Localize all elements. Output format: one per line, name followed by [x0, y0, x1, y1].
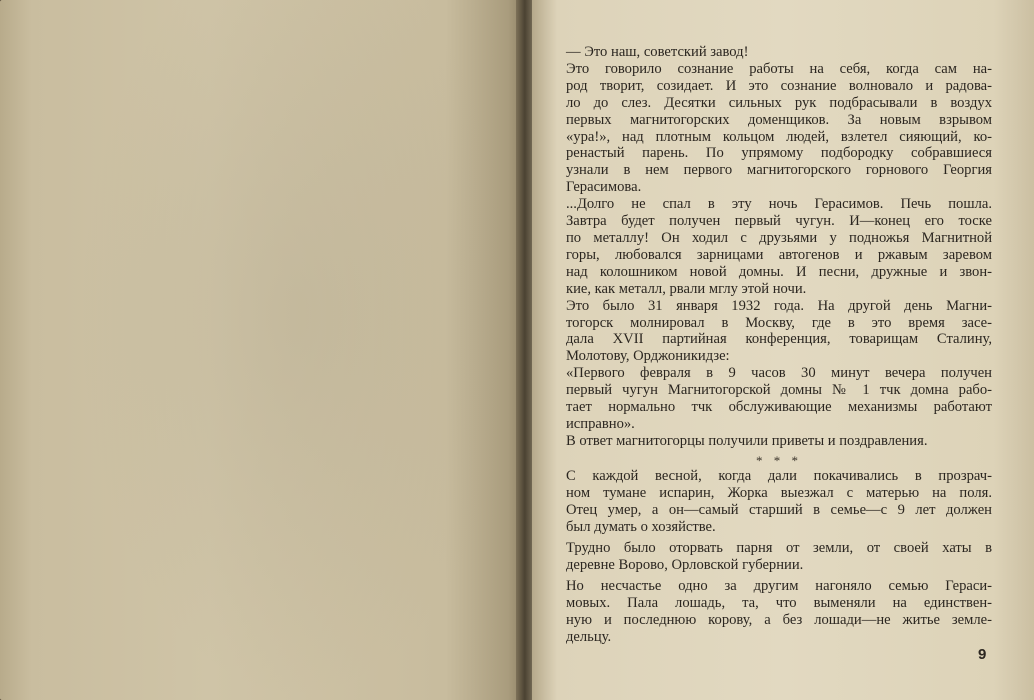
paragraph	[566, 540, 992, 574]
text-line: горы, любовался зарницами автогенов и ржавым заревом	[566, 246, 992, 263]
paragraph	[566, 298, 992, 366]
second-text-block	[566, 468, 992, 650]
paragraph	[566, 433, 992, 450]
main-text-block	[566, 44, 992, 450]
page-number: 9	[978, 646, 987, 663]
text-line: ренастый парень. По упрямому подбородку собравшиеся	[566, 145, 992, 162]
text-line: деревне Ворово, Орловской губернии.	[566, 557, 804, 573]
text-line: Но несчастье одно за другим нагоняло семью Гераси-	[566, 578, 992, 594]
text-line: С каждой весной, когда дали покачивались в прозрач-	[566, 468, 992, 484]
text-line: по металлу! Он ходил с друзьями у подножья Магнитной	[566, 229, 992, 246]
text-line: тогорск молнировал в Москву, где в это время засе-	[566, 314, 992, 331]
text-line: Герасимова.	[566, 179, 642, 196]
text-line: Трудно было оторвать парня от земли, от своей хаты в	[566, 540, 992, 556]
paragraph	[566, 365, 992, 433]
text-line: Это говорило сознание работы на себя, когда сам на-	[566, 60, 992, 77]
text-line: первый чугун Магнитогорской домны № 1 тчк домна рабо-	[566, 382, 992, 399]
text-line: кие, как металл, рвали мглу этой ночи.	[566, 280, 807, 297]
paragraph	[566, 196, 992, 297]
text-line: Отец умер, а он—самый старший в семье—с 9 лет должен	[566, 502, 992, 518]
paragraph	[566, 44, 992, 61]
text-line: мовых. Пала лошадь, та, что выменяли на единствен-	[566, 595, 992, 611]
text-line: ...Долго не спал в эту ночь Герасимов. Печь пошла.	[566, 196, 992, 213]
text-line: Это было 31 января 1932 года. На другой день Магни-	[566, 297, 992, 314]
text-line: над колошником новой домны. И песни, дружные и звон-	[566, 263, 992, 280]
paragraph	[566, 61, 992, 196]
text-line: исправно».	[566, 415, 635, 432]
text-line: Завтра будет получен первый чугун. И—конец его тоске	[566, 213, 992, 230]
text-line: В ответ магнитогорцы получили приветы и поздравления.	[566, 432, 928, 449]
paragraph	[566, 578, 992, 646]
text-line: «ура!», над плотным кольцом людей, взлетел сияющий, ко-	[566, 128, 992, 145]
text-line: — Это наш, советский завод!	[566, 44, 749, 60]
text-line: узнали в нем первого магнитогорского горнового Георгия	[566, 162, 992, 179]
text-line: был думать о хозяйстве.	[566, 519, 716, 535]
text-line: ную и последнюю корову, а без лошади—не житье земле-	[566, 612, 992, 628]
text-line: тает нормально тчк обслуживающие механизмы работают	[566, 399, 992, 416]
text-line: «Первого февраля в 9 часов 30 минут вечера получен	[566, 365, 992, 382]
text-line: Молотову, Орджоникидзе:	[566, 348, 730, 365]
paragraph	[566, 468, 992, 536]
section-separator: * * *	[756, 453, 802, 468]
text-line: род творит, созидает. И это сознание волновало и радова-	[566, 77, 992, 94]
text-line: ном тумане испарин, Жорка выезжал с матерью на поля.	[566, 485, 992, 501]
text-line: первых магнитогорских доменщиков. За новым взрывом	[566, 111, 992, 128]
text-line: ло до слез. Десятки сильных рук подбрасывали в воздух	[566, 94, 992, 111]
text-line: дала XVII партийная конференция, товарищам Сталину,	[566, 331, 992, 348]
text-line: дельцу.	[566, 629, 612, 645]
